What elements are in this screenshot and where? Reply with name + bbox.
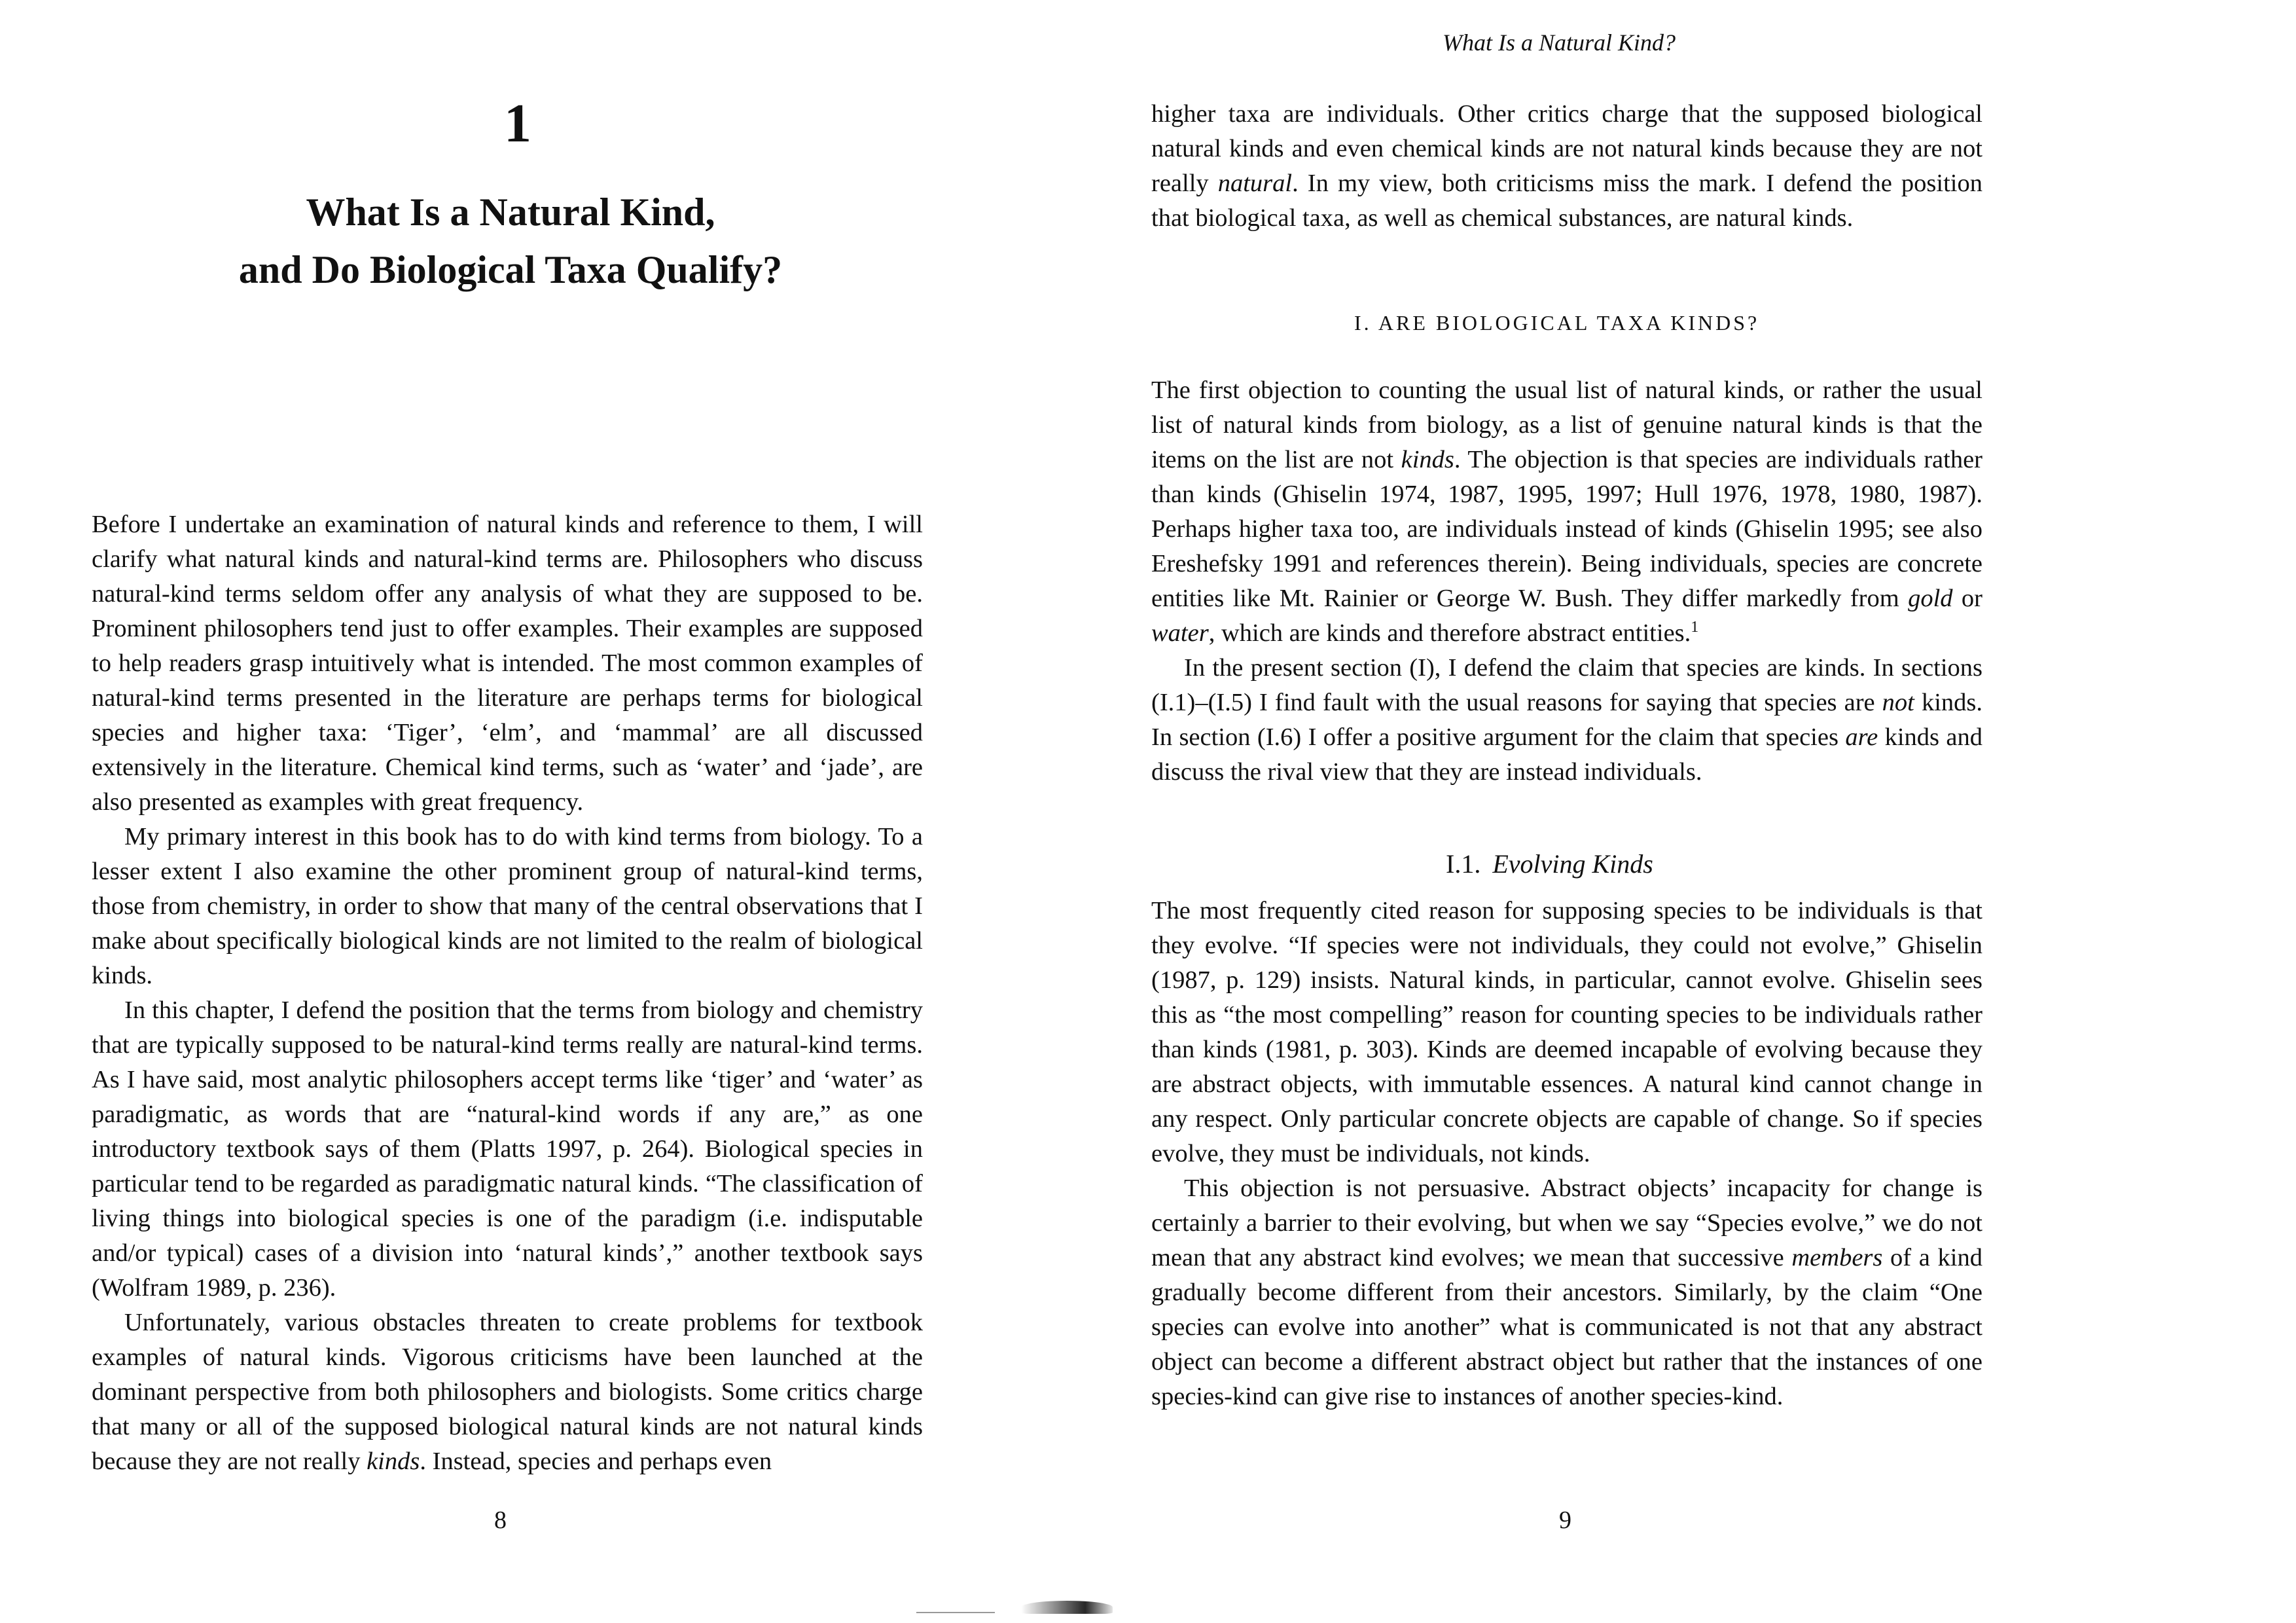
continuation-paragraph (1151, 97, 1982, 236)
section-paragraph-1-italic-c: water (1151, 619, 1209, 647)
continuation-italic: natural (1217, 170, 1293, 197)
chapter-title (118, 183, 903, 299)
subsection-paragraph-1: The most frequently cited reason for supposing species to be individuals is that they evolve. “If species were not individuals, they could not evolve,” Ghiselin (1987, p. 129) insists. Natural kinds, in particular, cannot evolve. Ghiselin sees this as “the most compelling” reason for counting species to be individuals rather than kinds (1981, p. 303). Kinds are deemed incapable of evolving because they are abstract objects, with immutable essences. A natural kind cannot change in any respect. Only particular concrete objects are capable of change. So if species evolve, they must be individuals, not kinds. (1151, 897, 1982, 1167)
paragraph-4-text-a: Unfortunately, various obstacles threaten to create problems for textbook examples of natural kinds. Vigorous criticisms have been launched at the dominant perspective from both philosophers and biologists. Some critics charge that many or all of the supposed biological natural kinds are not natural kinds because they are not really (92, 1309, 923, 1475)
section-paragraph-1-text-b: . The objection is that species are individuals rather than kinds (Ghiselin 1974, 1987, 1995, 1997; Hull 1976, 1978, 1980, 1987). Perhaps higher taxa too, are individuals instead of kinds (Ghiselin 1995; see also Ereshefsky 1991 and references therein). Being individuals, species are concrete entities like Mt. Rainier or George W. Bush. They differ markedly from (1151, 446, 1982, 612)
subsection-text (1151, 894, 1982, 1414)
scan-artifact-mark (1021, 1601, 1113, 1614)
paragraph-4 (92, 1305, 923, 1479)
section-paragraph-2 (1151, 651, 1982, 790)
chapter-title-line-1: What Is a Natural Kind, (306, 191, 715, 234)
section-paragraph-1 (1151, 373, 1982, 651)
paragraph-4-italic: kinds (367, 1448, 420, 1475)
section-heading: I. ARE BIOLOGICAL TAXA KINDS? (1354, 311, 1760, 335)
paragraph-4-text-b: . Instead, species and perhaps even (420, 1448, 772, 1475)
section-paragraph-1-italic-a: kinds (1401, 446, 1454, 473)
section-paragraph-2-text-c: kinds and discuss the rival view that they are instead individuals. (1151, 723, 1982, 786)
scan-artifact-line (916, 1612, 995, 1613)
chapter-title-line-2: and Do Biological Taxa Qualify? (238, 248, 783, 291)
subsection-paragraph-2-text-b: of a kind gradually become different from their ancestors. Similarly, by the claim “One species can evolve into another” what is communicated is not that any abstract object can become a different abstract object but rather that the instances of one species-kind can give rise to instances of another species-kind. (1151, 1244, 1982, 1410)
subsection-paragraph-2-italic: members (1791, 1244, 1883, 1271)
page-number: 9 (1559, 1506, 1571, 1534)
subsection-paragraph-2-text-a: This objection is not persuasive. Abstract objects’ incapacity for change is certainly a barrier to their evolving, but when we say “Species evolve,” we do not mean that any abstract kind evolves; we mean that successive (1151, 1175, 1982, 1271)
section-paragraph-1-italic-b: gold (1908, 585, 1953, 612)
section-paragraph-1-text-c: or (1952, 585, 1983, 612)
right-page (1148, 0, 2296, 1623)
paragraph-1: Before I undertake an examination of natural kinds and reference to them, I will clarify what natural kinds and natural-kind terms are. Philosophers who discuss natural-kind terms seldom offer any analysis of what they are supposed to be. Prominent philosophers tend just to offer examples. Their examples are supposed to help readers grasp intuitively what is intended. The most common examples of natural-kind terms presented in the literature are perhaps terms for biological species and higher taxa: ‘Tiger’, ‘elm’, and ‘mammal’ are all discussed extensively in the literature. Chemical kind terms, such as ‘water’ and ‘jade’, are also presented as examples with great frequency. (92, 511, 923, 816)
section-paragraph-2-italic-a: not (1882, 689, 1914, 716)
subsection-heading (1446, 848, 1653, 879)
page-number: 8 (494, 1506, 507, 1534)
running-header: What Is a Natural Kind? (1443, 29, 1676, 56)
section-paragraph-2-text-a: In the present section (I), I defend the claim that species are kinds. In sections (I.1)–(I.5) I find fault with the usual reasons for saying that species are (1151, 654, 1982, 716)
section-paragraph-1-text-a: The first objection to counting the usual list of natural kinds, or rather the usual list of natural kinds from biology, as a list of genuine natural kinds is that the items on the list are not (1151, 376, 1982, 473)
continuation-text-b: . In my view, both criticisms miss the mark. I defend the position that biological taxa, as well as chemical substances, are natural kinds. (1151, 170, 1983, 232)
continuation-text (1151, 97, 1982, 236)
chapter-number: 1 (504, 93, 531, 154)
subsection-number: I.1. (1446, 849, 1481, 879)
section-paragraph-2-text-b: kinds. In section (I.6) I offer a positive argument for the claim that species (1151, 689, 1982, 751)
continuation-text-a: higher taxa are individuals. Other critics charge that the supposed biological natural kinds and even chemical kinds are not natural kinds because they are not really (1151, 100, 1982, 197)
left-body-text (92, 507, 923, 1479)
section-paragraph-1-text-d: , which are kinds and therefore abstract entities. (1208, 619, 1691, 647)
paragraph-3: In this chapter, I defend the position that the terms from biology and chemistry that are typically supposed to be natural-kind terms really are natural-kind terms. As I have said, most analytic philosophers accept terms like ‘tiger’ and ‘water’ as paradigmatic, as words that are “natural-kind words if any are,” as one introductory textbook says of them (Platts 1997, p. 264). Biological species in particular tend to be regarded as paradigmatic natural kinds. “The classification of living things into biological species is one of the paradigm (i.e. indisputable and/or typical) cases of a division into ‘natural kinds’,” another textbook says (Wolfram 1989, p. 236). (92, 996, 923, 1302)
paragraph-2: My primary interest in this book has to do with kind terms from biology. To a lesser extent I also examine the other prominent group of natural-kind terms, those from chemistry, in order to show that many of the central observations that I make about specifically biological kinds are not limited to the realm of biological kinds. (92, 823, 923, 989)
footnote-marker[interactable]: 1 (1691, 619, 1699, 636)
subsection-title: Evolving Kinds (1492, 849, 1653, 879)
section-text (1151, 373, 1982, 790)
subsection-paragraph-2 (1151, 1171, 1982, 1414)
section-paragraph-2-italic-b: are (1845, 723, 1878, 751)
